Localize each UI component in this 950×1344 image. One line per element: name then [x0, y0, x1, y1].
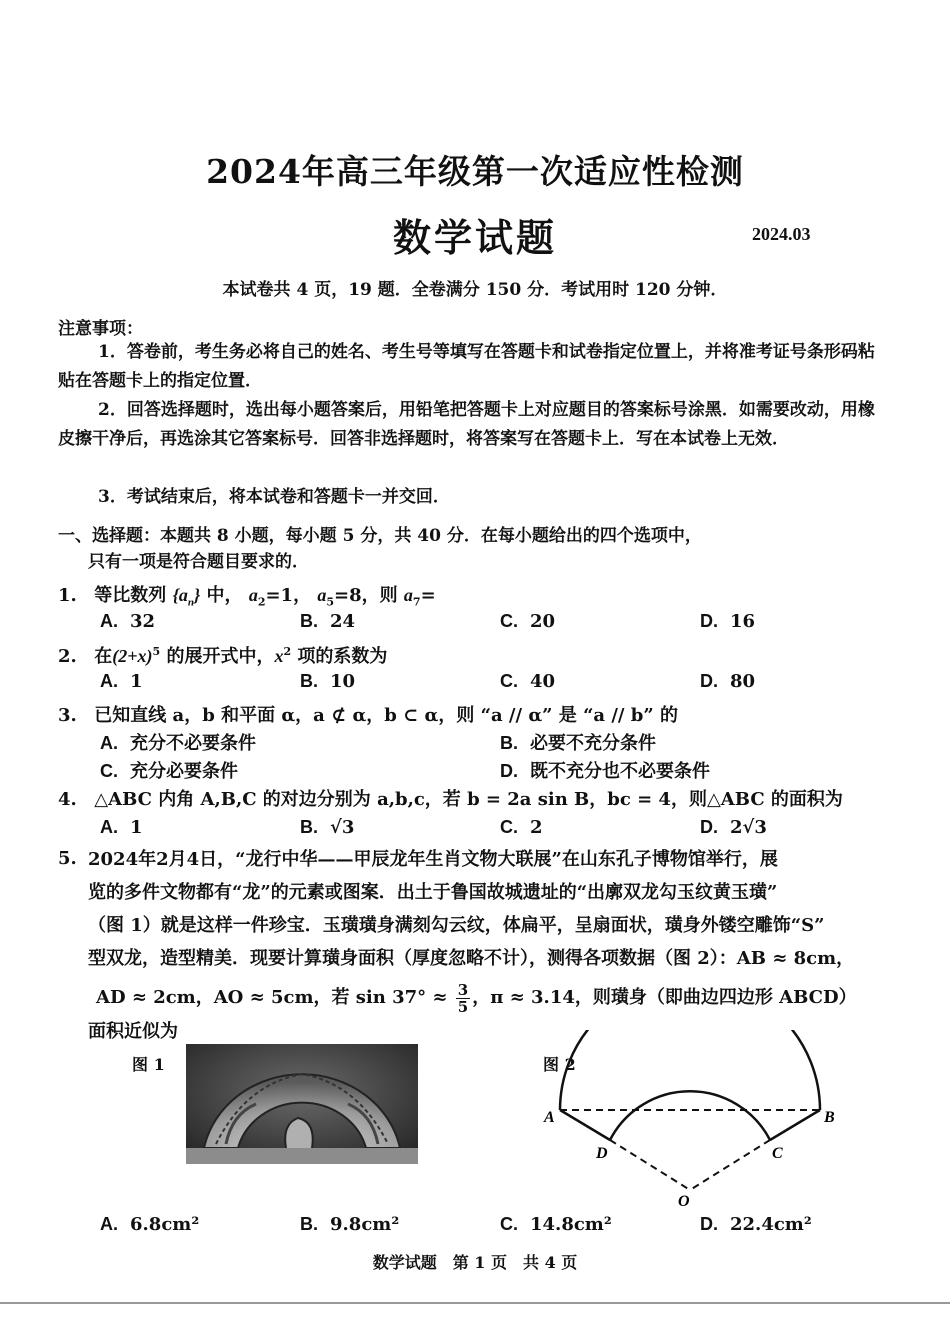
q1-option-a[interactable]	[100, 611, 155, 632]
q1-seq-end: }	[193, 585, 201, 605]
option-label: B.	[300, 611, 318, 631]
q4-option-a[interactable]	[100, 817, 143, 838]
option-value: 1	[130, 817, 143, 838]
q2-expr-sup: 5	[152, 645, 161, 658]
inner-arc-dc	[610, 1091, 770, 1140]
option-label: C.	[100, 761, 118, 781]
q3-option-c[interactable]	[100, 757, 238, 783]
option-value: 9.8cm²	[330, 1214, 400, 1235]
option-value: 24	[330, 611, 356, 632]
option-value: 80	[730, 671, 756, 692]
q1-ask-end: =	[420, 585, 436, 606]
option-label: A.	[100, 1214, 118, 1234]
q5-option-a[interactable]	[100, 1214, 199, 1235]
notice-item-3: 3．考试结束后，将本试卷和答题卡一并交回．	[98, 487, 450, 507]
page-bottom-edge	[0, 1302, 950, 1304]
section-1-heading-line1: 一、选择题：本题共 8 小题，每小题 5 分，共 40 分．在每小题给出的四个选项中，	[58, 526, 702, 546]
point-o-label: O	[678, 1193, 690, 1210]
q2-option-b[interactable]	[300, 671, 355, 692]
exam-title: 2024年高三年级第一次适应性检测	[206, 152, 744, 191]
question-number: 4.	[58, 789, 77, 810]
exam-subtitle: 数学试题	[392, 215, 557, 260]
question-2	[58, 642, 898, 668]
q5-fraction	[456, 982, 470, 1015]
option-label: A.	[100, 733, 118, 753]
figure-2-diagram	[530, 1030, 850, 1220]
point-a-label: A	[544, 1109, 555, 1126]
q1-cond2-sub: 5	[326, 595, 335, 609]
q4-option-b[interactable]	[300, 817, 354, 838]
q5-option-d[interactable]	[700, 1214, 812, 1235]
option-label: D.	[700, 1214, 718, 1234]
question-3	[58, 701, 898, 727]
figure-1-label: 图 1	[132, 1055, 165, 1074]
dashed-do	[610, 1140, 690, 1190]
q4-option-c[interactable]	[500, 817, 543, 838]
option-value: √3	[330, 817, 355, 838]
q2-stem-a: 在	[94, 646, 113, 667]
question-number: 5.	[58, 848, 77, 869]
option-label: A.	[100, 611, 118, 631]
option-value: 22.4cm²	[730, 1214, 812, 1235]
q1-cond1-sub: 2	[257, 595, 266, 609]
q4-stem: △ABC 内角 A,B,C 的对边分别为 a,b,c，若 b = 2a sin B，bc = 4，则△ABC 的面积为	[94, 789, 843, 810]
q1-seq: {a	[172, 585, 188, 605]
option-value: 既不充分也不必要条件	[530, 761, 710, 782]
q4-option-d[interactable]	[700, 817, 767, 838]
q2-stem-c: 项的系数为	[297, 646, 388, 667]
option-label: B.	[300, 817, 318, 837]
option-value: 充分必要条件	[130, 761, 238, 782]
point-d-label: D	[596, 1145, 608, 1162]
option-label: B.	[300, 1214, 318, 1234]
option-value: 充分不必要条件	[130, 733, 256, 754]
q5-line-1: 2024年2月4日，“龙行中华——甲辰龙年生肖文物大联展”在山东孔子博物馆举行，展	[88, 849, 778, 870]
q2-expr: (2+x)	[112, 646, 153, 666]
question-4	[58, 785, 898, 811]
q3-option-d[interactable]	[500, 757, 710, 783]
q1-option-b[interactable]	[300, 611, 355, 632]
exam-date: 2024.03	[752, 224, 811, 244]
option-label: B.	[300, 671, 318, 691]
q2-option-d[interactable]	[700, 671, 755, 692]
question-number: 1.	[58, 585, 77, 606]
option-label: B.	[500, 733, 518, 753]
q3-option-b[interactable]	[500, 729, 656, 755]
question-number: 2.	[58, 646, 77, 667]
q5-line-5a: AD ≈ 2cm，AO ≈ 5cm，若 sin 37° ≈	[96, 987, 448, 1008]
figure-1-jade-photo	[186, 1044, 418, 1164]
photo-base	[186, 1148, 418, 1164]
option-label: D.	[700, 671, 718, 691]
fraction-numerator: 3	[457, 980, 469, 999]
option-value: 6.8cm²	[130, 1214, 200, 1235]
q1-cond1: a	[248, 585, 258, 605]
option-label: A.	[100, 817, 118, 837]
q5-option-c[interactable]	[500, 1214, 612, 1235]
question-number: 3.	[58, 705, 77, 726]
q1-cond1-val: =1，	[265, 585, 312, 606]
option-label: D.	[500, 761, 518, 781]
notice-title: 注意事项：	[58, 319, 143, 339]
q1-stem-a: 等比数列	[94, 585, 167, 606]
q1-cond2-val: =8，则	[334, 585, 398, 606]
option-value: 10	[330, 671, 356, 692]
option-value: 40	[530, 671, 556, 692]
q5-line-4: 型双龙，造型精美．现要计算璜身面积（厚度忽略不计），测得各项数据（图 2）：AB ≈ 8cm，	[88, 948, 855, 969]
option-value: 14.8cm²	[530, 1214, 612, 1235]
q5-line-5	[96, 981, 888, 1015]
q1-cond2: a	[317, 585, 327, 605]
q1-ask: a	[403, 585, 413, 605]
q2-stem-b: 的展开式中，	[166, 646, 275, 667]
q5-option-b[interactable]	[300, 1214, 399, 1235]
figure-2-label: 图 2	[543, 1055, 576, 1074]
q2-option-c[interactable]	[500, 671, 555, 692]
point-b-label: B	[824, 1109, 835, 1126]
point-c-label: C	[772, 1145, 783, 1162]
option-label: D.	[700, 817, 718, 837]
q2-term-sup: 2	[283, 645, 292, 658]
exam-info: 本试卷共 4 页，19 题．全卷满分 150 分．考试用时 120 分钟．	[222, 280, 728, 300]
question-5	[88, 843, 888, 1048]
page-footer: 数学试题 第 1 页 共 4 页	[372, 1253, 578, 1272]
q3-stem: 已知直线 a，b 和平面 α，a ⊄ α，b ⊂ α，则 “a // α” 是 “a // b” 的	[94, 705, 678, 726]
q1-ask-sub: 7	[412, 595, 421, 609]
q5-line-2: 览的多件文物都有“龙”的元素或图案．出土于鲁国故城遗址的“出廓双龙勾玉纹黄玉璜”	[88, 882, 778, 903]
q3-option-a[interactable]	[100, 729, 256, 755]
fraction-denominator: 5	[457, 997, 469, 1016]
option-value: 1	[130, 671, 143, 692]
option-value: 20	[530, 611, 556, 632]
outer-arc-ab	[560, 1030, 820, 1110]
section-1-heading-line2: 只有一项是符合题目要求的．	[88, 552, 309, 572]
option-label: C.	[500, 1214, 518, 1234]
notice-item-2: 2．回答选择题时，选出每小题答案后，用铅笔把答题卡上对应题目的答案标号涂黑．如需要改动，用橡皮擦干净后，再选涂其它答案标号．回答非选择题时，将答案写在答题卡上．写在本试卷上无效．	[58, 400, 875, 449]
q1-option-c[interactable]	[500, 611, 555, 632]
option-value: 16	[730, 611, 756, 632]
q5-line-5b: ，π ≈ 3.14，则璜身（即曲边四边形 ABCD）	[472, 987, 857, 1008]
q5-line-6: 面积近似为	[88, 1020, 178, 1042]
option-value: 必要不充分条件	[530, 733, 656, 754]
notice-item-1: 1．答卷前，考生务必将自己的姓名、考生号等填写在答题卡和试卷指定位置上，并将准考证号条形码粘贴在答题卡上的指定位置．	[58, 342, 875, 391]
q2-term: x	[274, 646, 284, 666]
option-value: 2√3	[730, 817, 767, 838]
option-value: 2	[530, 817, 543, 838]
option-label: A.	[100, 671, 118, 691]
q1-seq-sub: n	[187, 596, 194, 609]
option-label: C.	[500, 671, 518, 691]
q2-option-a[interactable]	[100, 671, 143, 692]
option-value: 32	[130, 611, 156, 632]
option-label: D.	[700, 611, 718, 631]
q5-line-3: （图 1）就是这样一件珍宝．玉璜璜身满刻勾云纹，体扁平，呈扇面状，璜身外镂空雕饰“S”	[88, 915, 825, 936]
segment-bc	[770, 1110, 820, 1140]
dashed-co	[690, 1140, 770, 1190]
segment-ad	[560, 1110, 610, 1140]
q1-option-d[interactable]	[700, 611, 755, 632]
question-1	[58, 581, 898, 609]
option-label: C.	[500, 817, 518, 837]
q1-stem-b: 中，	[206, 585, 243, 606]
option-label: C.	[500, 611, 518, 631]
